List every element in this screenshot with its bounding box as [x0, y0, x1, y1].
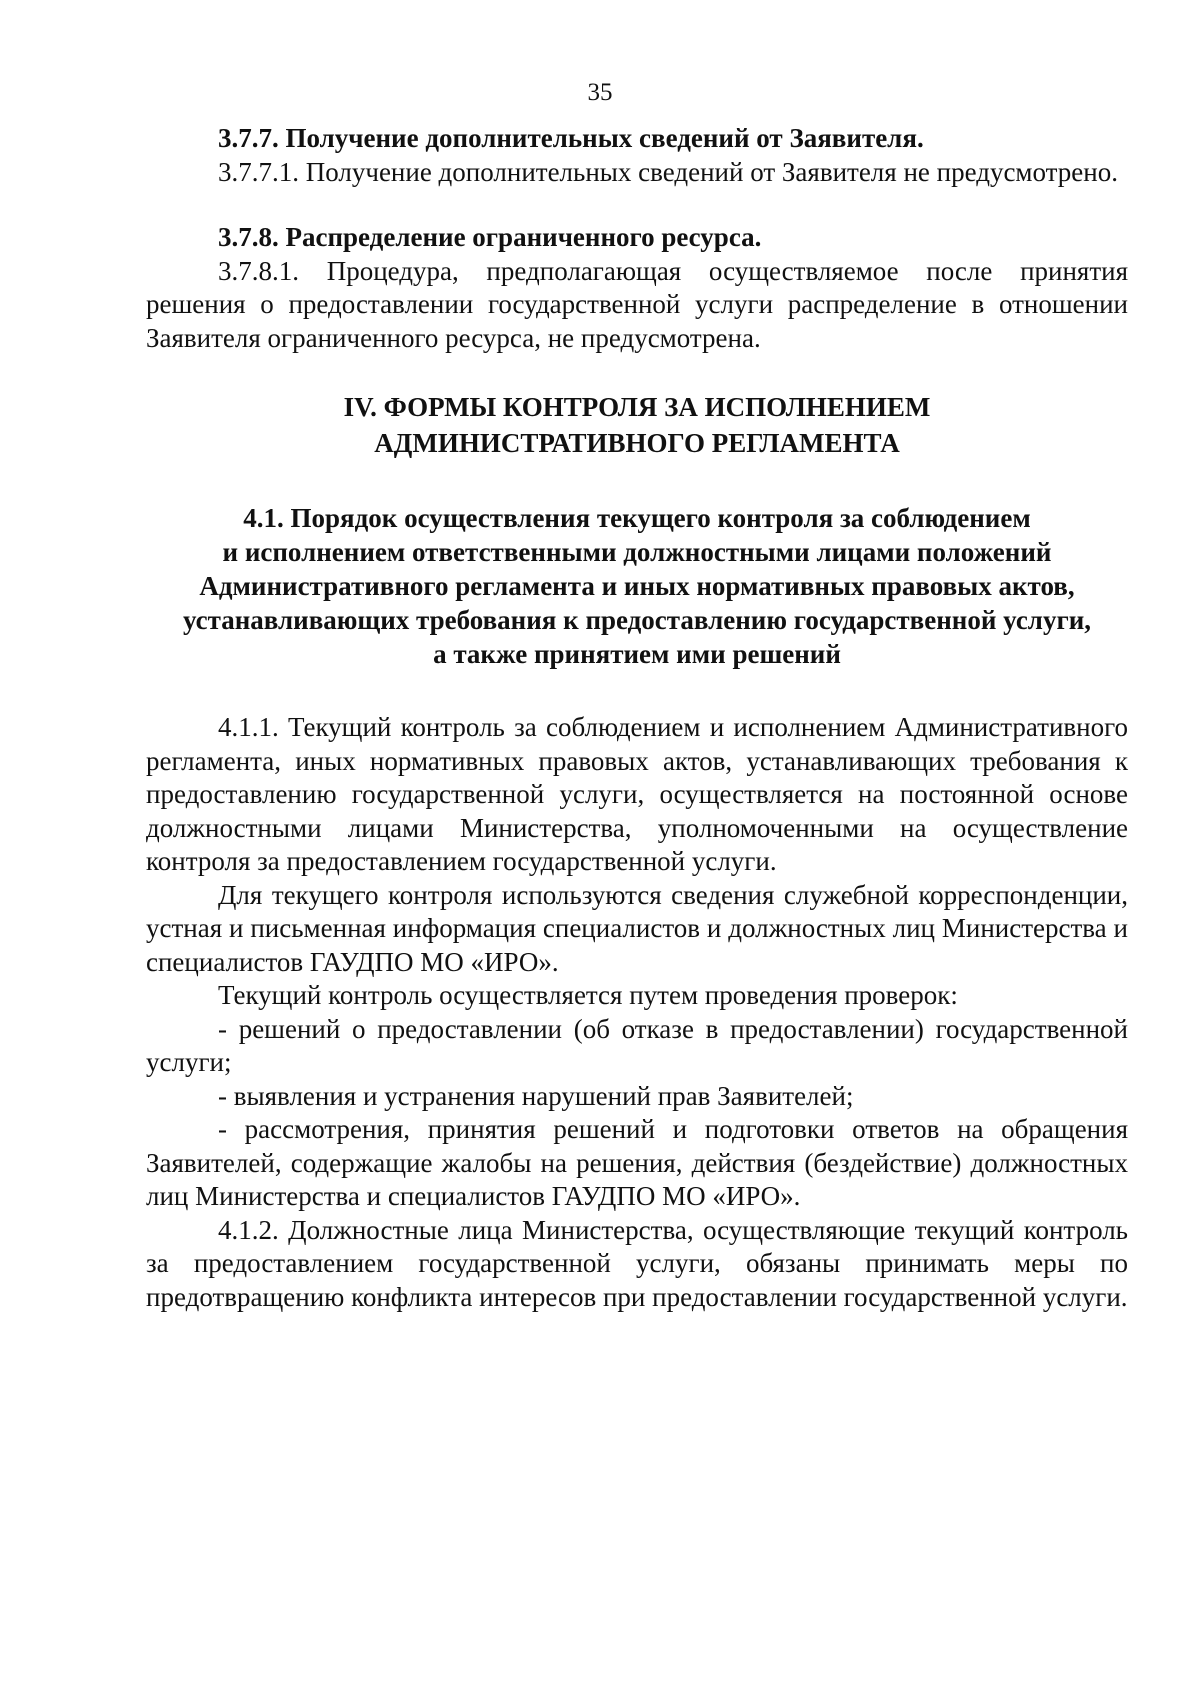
subsection-title-line: а также принятием ими решений [433, 639, 841, 669]
paragraph-3-7-8-1: 3.7.8.1. Процедура, предполагающая осуществляемое после принятия решения о предоставлении государственной услуги распределение в отношении Заявителя ограниченного ресурса, не предусмотрена. [146, 255, 1128, 353]
subsection-title-line: Административного регламента и иных нормативных правовых актов, [199, 571, 1075, 601]
spacer [146, 355, 1128, 389]
page-number: 35 [587, 79, 613, 106]
paragraph-4-1-1: 4.1.1. Текущий контроль за соблюдением и исполнением Административного регламента, иных нормативных правовых актов, устанавливающих требования к предоставлению государственной услуги, осуществляется на постоянной основе должностными лицами Министерства, уполномоченными на осуществление контроля за предоставлением государственной услуги. [146, 712, 1128, 876]
subsection-title-line: и исполнением ответственными должностными лицами положений [222, 537, 1052, 567]
subsection-title-4-1 [146, 501, 1128, 671]
subsection-title-line: 4.1. Порядок осуществления текущего контроля за соблюдением [243, 503, 1031, 533]
spacer [146, 189, 1128, 221]
list-item: - выявления и устранения нарушений прав Заявителей; [218, 1080, 854, 1111]
paragraph-checks-intro: Текущий контроль осуществляется путем проведения проверок: [218, 980, 958, 1010]
section-title-line: IV. ФОРМЫ КОНТРОЛЯ ЗА ИСПОЛНЕНИЕМ [343, 392, 931, 422]
paragraph-control-sources: Для текущего контроля используются сведения служебной корреспонденции, устная и письменная информация специалистов и должностных лиц Министерства и специалистов ГАУДПО МО «ИРО». [146, 879, 1128, 977]
spacer [146, 461, 1128, 501]
paragraph-3-7-7-1: 3.7.7.1. Получение дополнительных сведений от Заявителя не предусмотрено. [218, 156, 1118, 187]
paragraph-4-1-2: 4.1.2. Должностные лица Министерства, осуществляющие текущий контроль за предоставлением государственной услуги, обязаны принимать меры по предотвращению конфликта интересов при предоставлении государственной услуги. [146, 1214, 1128, 1312]
heading-3-7-8: 3.7.8. Распределение ограниченного ресурса. [218, 222, 762, 252]
list-item: - рассмотрения, принятия решений и подготовки ответов на обращения Заявителей, содержащие жалобы на решения, действия (бездействие) должностных лиц Министерства и специалистов ГАУДПО МО «ИРО». [146, 1114, 1128, 1211]
heading-3-7-7: 3.7.7. Получение дополнительных сведений от Заявителя. [218, 123, 924, 153]
spacer [146, 671, 1128, 711]
subsection-title-line: устанавливающих требования к предоставлению государственной услуги, [182, 605, 1092, 635]
section-title-iv [146, 389, 1128, 461]
section-title-line: АДМИНИСТРАТИВНОГО РЕГЛАМЕНТА [374, 428, 900, 458]
page-content [146, 122, 1128, 1314]
list-item: - решений о предоставлении (об отказе в предоставлении) государственной услуги; [146, 1013, 1128, 1077]
